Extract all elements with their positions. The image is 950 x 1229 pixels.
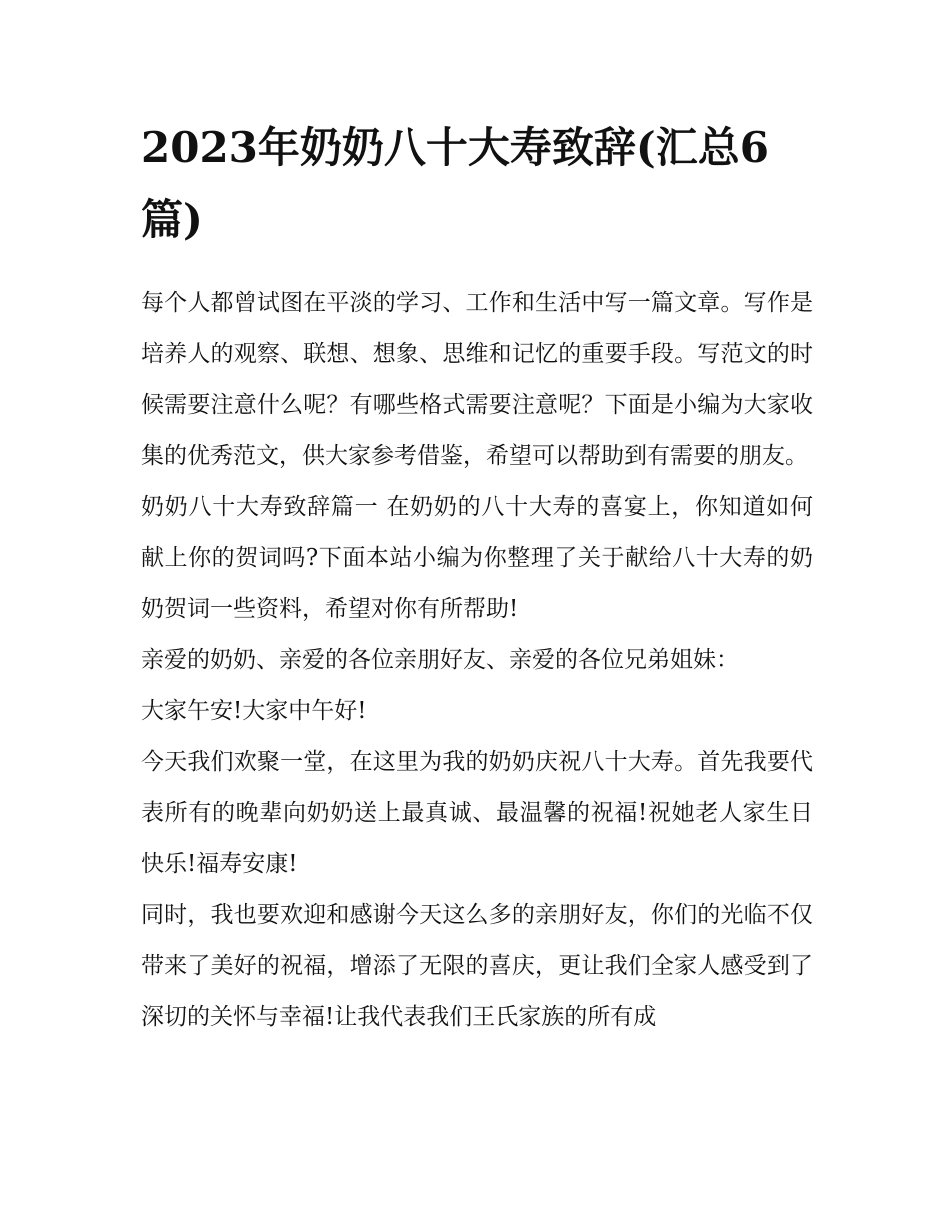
paragraph-article-one: 奶奶八十大寿致辞篇一 在奶奶的八十大寿的喜宴上，你知道如何献上你的贺词吗?下面本站小编为你整理了关于献给八十大寿的奶奶贺词一些资料，希望对你有所帮助! <box>141 494 813 622</box>
paragraph-salutation: 亲爱的奶奶、亲爱的各位亲朋好友、亲爱的各位兄弟姐妹： <box>141 647 739 673</box>
document-content <box>141 112 813 1043</box>
paragraph-intro: 每个人都曾试图在平淡的学习、工作和生活中写一篇文章。写作是培养人的观察、联想、想象、思维和记忆的重要手段。写范文的时候需要注意什么呢？有哪些格式需要注意呢？下面是小编为大家收集的优秀范文，供大家参考借鉴，希望可以帮助到有需要的朋友。 <box>141 290 813 469</box>
paragraph-thanks: 同时，我也要欢迎和感谢今天这么多的亲朋好友，你们的光临不仅带来了美好的祝福，增添了无限的喜庆，更让我们全家人感受到了深切的关怀与幸福!让我代表我们王氏家族的所有成 <box>141 902 813 1030</box>
document-title: 2023年奶奶八十大寿致辞(汇总6篇) <box>141 123 769 244</box>
paragraph-celebration: 今天我们欢聚一堂，在这里为我的奶奶庆祝八十大寿。首先我要代表所有的晚辈向奶奶送上最真诚、最温馨的祝福!祝她老人家生日快乐!福寿安康! <box>141 749 813 877</box>
paragraph-greeting: 大家午安!大家中午好! <box>141 698 367 724</box>
document-body <box>141 278 813 1043</box>
